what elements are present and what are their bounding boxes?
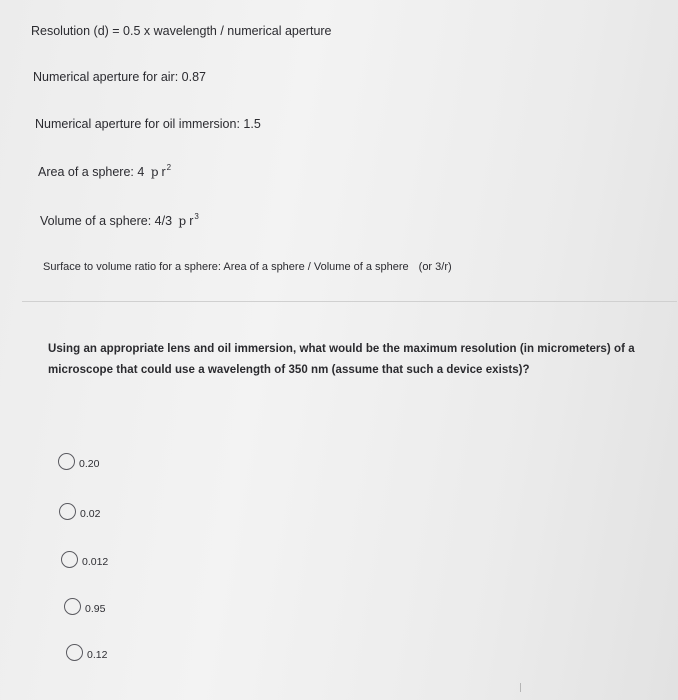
radio-button[interactable] <box>61 551 78 568</box>
answer-option[interactable] <box>64 598 105 615</box>
question-text: Using an appropriate lens and oil immersion, what would be the maximum resolution (in micrometers) of a microscope that could use a wavelength of 350 nm (assume that such a device exists)? <box>48 343 635 376</box>
option-label: 0.012 <box>82 555 109 568</box>
radio-button[interactable] <box>58 453 75 470</box>
option-label: 0.20 <box>79 457 100 470</box>
answer-option[interactable] <box>59 503 100 520</box>
radius-variable: r <box>189 214 194 228</box>
answer-option[interactable] <box>66 644 107 661</box>
na-air-formula: Numerical aperture for air: 0.87 <box>33 70 206 84</box>
resolution-formula: Resolution (d) = 0.5 x wavelength / numerical aperture <box>31 24 332 38</box>
corner-mark <box>520 683 527 692</box>
volume-exponent: 3 <box>194 212 199 221</box>
answer-option[interactable] <box>61 551 108 568</box>
radio-button[interactable] <box>64 598 81 615</box>
ratio-label: Surface to volume ratio for a sphere: Area of a sphere / Volume of a sphere <box>43 261 409 273</box>
radio-button[interactable] <box>59 503 76 520</box>
sphere-area-label: Area of a sphere: 4 <box>38 165 145 179</box>
na-oil-formula: Numerical aperture for oil immersion: 1.5 <box>35 117 261 131</box>
sphere-volume-formula <box>40 212 199 228</box>
section-divider <box>22 301 677 302</box>
option-label: 0.12 <box>87 648 108 661</box>
answer-option[interactable] <box>58 453 99 470</box>
radio-button[interactable] <box>66 644 83 661</box>
pi-symbol: p <box>178 214 187 228</box>
option-label: 0.95 <box>85 602 106 615</box>
surface-volume-ratio-formula <box>43 261 452 273</box>
sphere-volume-label: Volume of a sphere: 4/3 <box>40 214 173 228</box>
radius-variable: r <box>161 165 166 179</box>
area-exponent: 2 <box>166 163 172 172</box>
option-label: 0.02 <box>80 507 101 520</box>
sphere-area-formula <box>38 163 171 179</box>
ratio-note: (or 3/r) <box>418 261 452 273</box>
pi-symbol: p <box>150 165 159 179</box>
